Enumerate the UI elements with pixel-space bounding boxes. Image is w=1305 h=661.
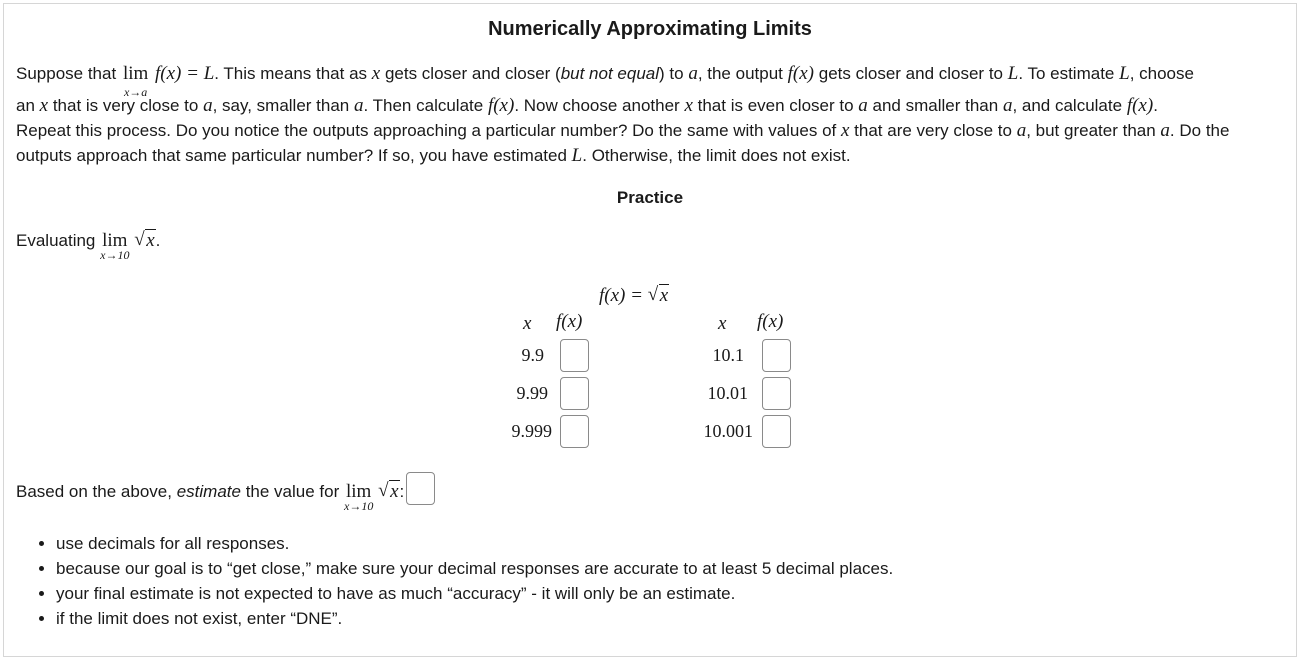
column-header-x: x (718, 313, 727, 334)
column-header-fx: f(x) (757, 311, 784, 332)
list-item: • use decimals for all responses. (56, 531, 893, 556)
page-title: Numerically Approximating Limits (488, 18, 812, 40)
table-row-x-value: 10.1 (712, 345, 744, 365)
list-item: • because our goal is to “get close,” make sure your decimal responses are accurate to at least 5 decimal places. (56, 556, 893, 581)
table-row-x-value: 10.001 (703, 421, 753, 441)
fx-answer-input[interactable] (560, 377, 589, 410)
estimate-answer-input[interactable] (406, 472, 435, 505)
practice-heading: Practice (616, 188, 684, 207)
table-row-x-value: 10.01 (707, 383, 748, 403)
fx-answer-input[interactable] (560, 415, 589, 448)
table-row-x-value: 9.999 (511, 421, 552, 441)
intro-text: Suppose that (16, 64, 117, 83)
fx-answer-input[interactable] (762, 415, 791, 448)
emphasis-text: estimate (176, 481, 241, 501)
emphasis-text: but not equal (560, 64, 660, 83)
column-header-fx: f(x) (556, 311, 583, 332)
problem-panel (3, 3, 1297, 657)
sqrt-symbol: √ x (648, 285, 669, 307)
limit-notation: lim x→a (122, 63, 149, 99)
fx-answer-input[interactable] (762, 339, 791, 372)
table-row-x-value: 9.99 (516, 383, 548, 403)
limit-notation: lim x→10 (100, 230, 130, 262)
intro-paragraph: Suppose that lim x→a f(x) = L. This means that as x gets closer and closer (but not equal) to a, the output f(x) gets closer and closer to L. To estimate L, choose an x that is very close to a, say, smaller than a. Then calculate f(x). Now choose another x that is even closer to a and smaller than a, and calculate f(x). Repeat this process. Do you notice the outputs approaching a particular number? Do the same with values of x that are very close to a, but greater than a. Do the outputs approach that same particular number? If so, you have estimated L. Otherwise, the limit does not exist. (16, 59, 1291, 168)
list-item: • if the limit does not exist, enter “DNE”. (56, 606, 893, 631)
fx-answer-input[interactable] (560, 339, 589, 372)
sqrt-symbol: √ x (378, 481, 399, 503)
fx-answer-input[interactable] (762, 377, 791, 410)
limit-notation: lim x→10 (343, 480, 374, 513)
intro-math: f(x) = L (155, 63, 215, 84)
list-item: • your final estimate is not expected to have as much “accuracy” - it will only be an estimate. (56, 581, 893, 606)
estimate-prompt: Based on the above, estimate the value for lim x→10 √ x: (16, 476, 435, 509)
function-definition: f(x) = √ x (599, 285, 669, 307)
sqrt-symbol: √ x (134, 230, 155, 252)
instructions-list (22, 531, 893, 631)
evaluating-prompt: Evaluating lim x→10 √ x. (16, 230, 160, 252)
table-row-x-value: 9.9 (521, 345, 544, 365)
column-header-x: x (523, 313, 532, 334)
